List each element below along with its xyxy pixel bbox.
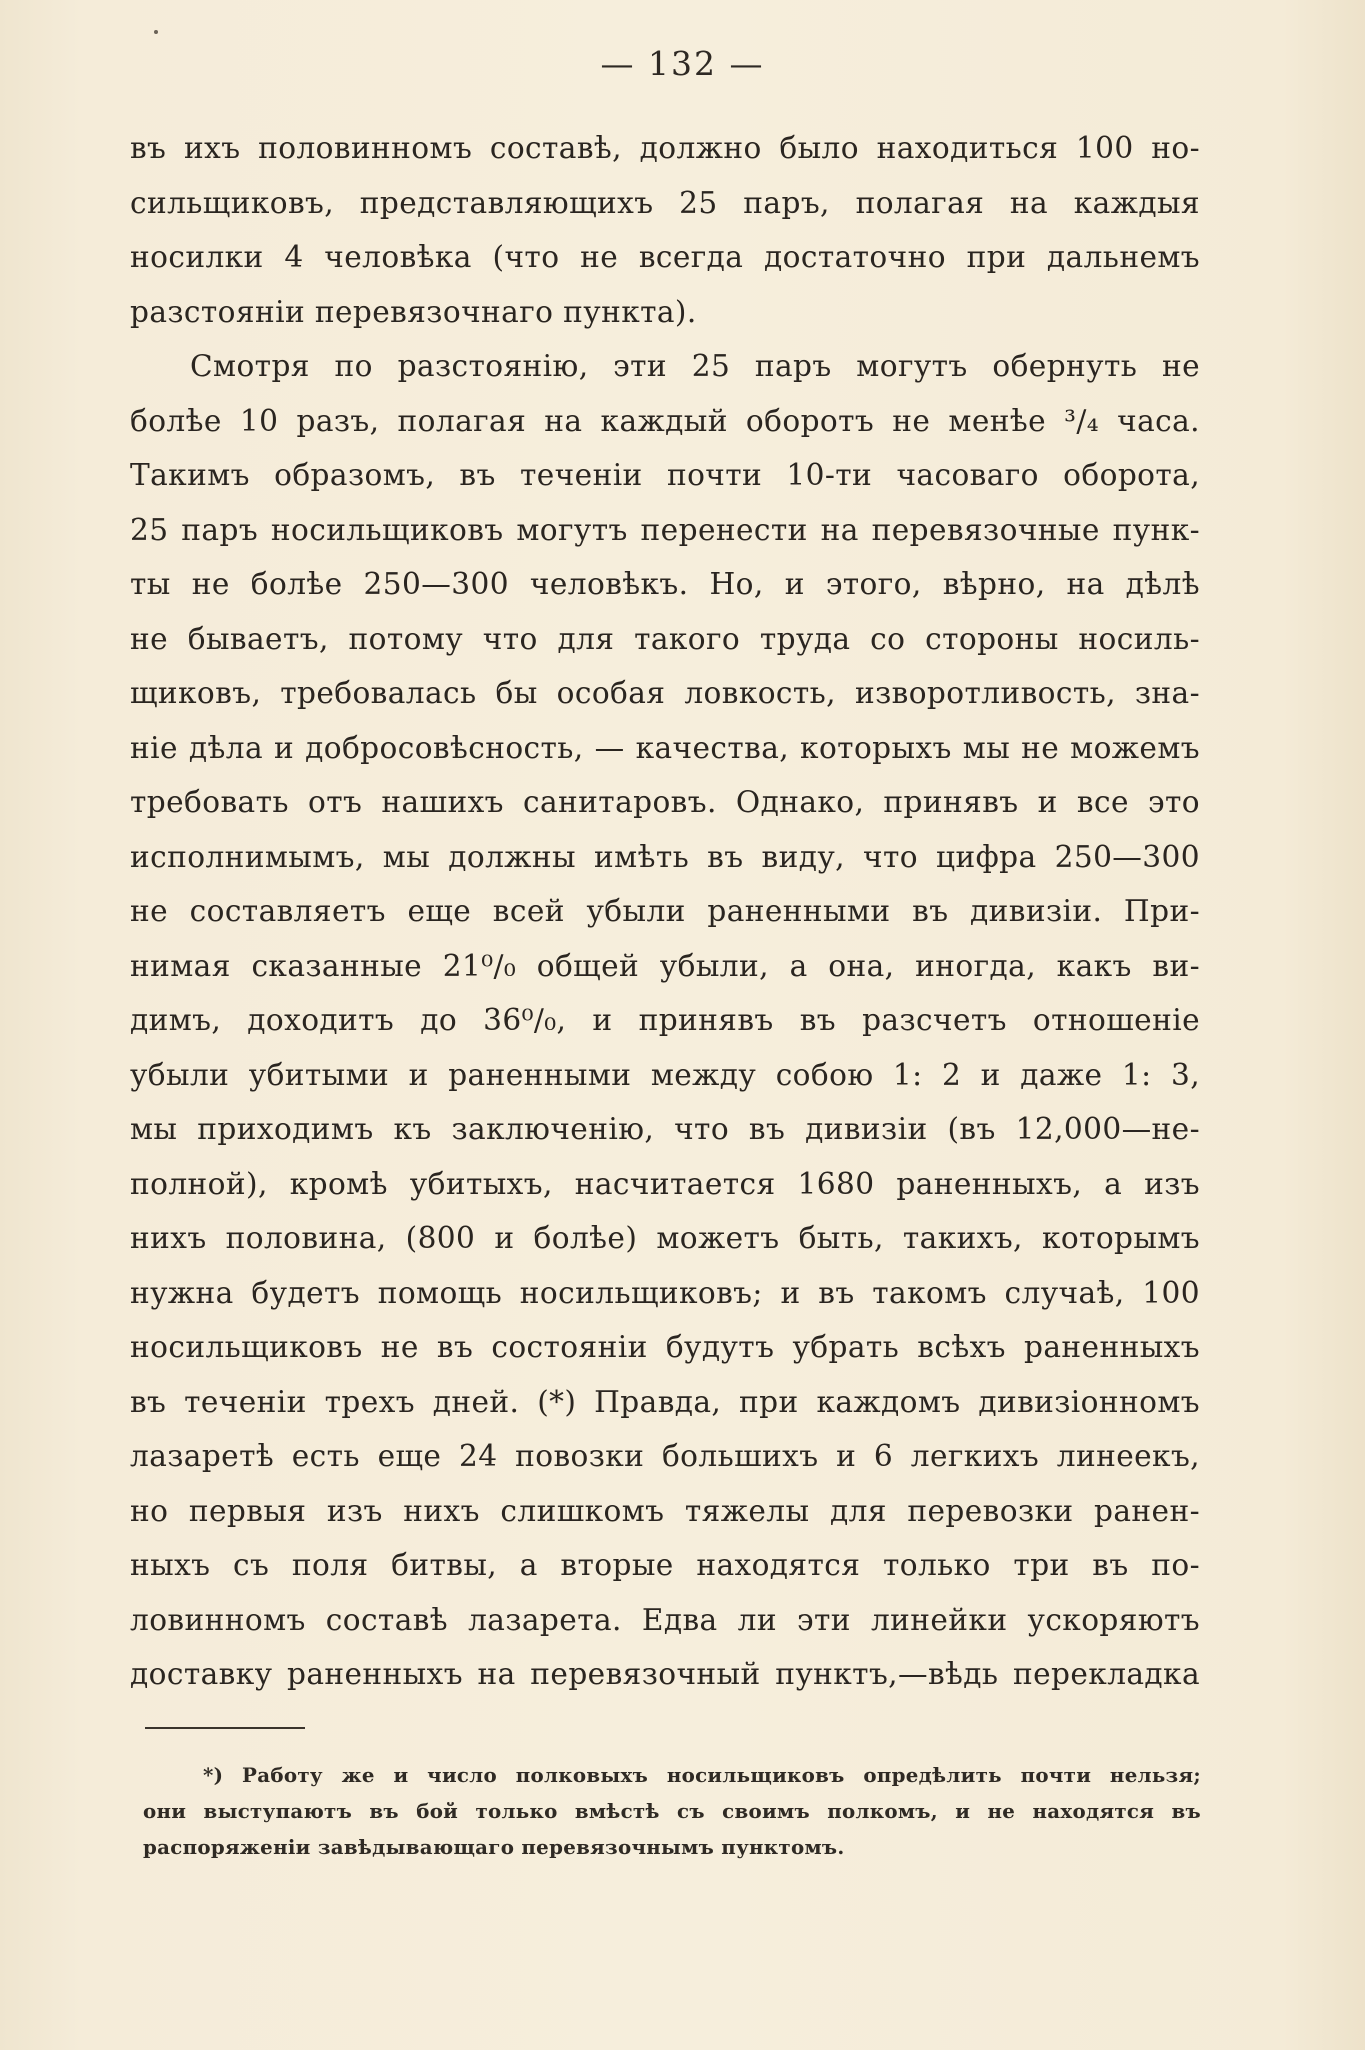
- text-line: носильщиковъ не въ состояніи будутъ убрать всѣхъ раненныхъ: [130, 1330, 1200, 1364]
- text-line: ты не болѣе 250—300 человѣкъ. Но, и этого, вѣрно, на дѣлѣ: [130, 567, 1200, 601]
- page-number: — 132 —: [600, 44, 765, 83]
- text-line: не составляетъ еще всей убыли раненными въ дивизіи. При-: [130, 894, 1200, 928]
- text-line: разстояніи перевязочнаго пункта).: [130, 294, 697, 329]
- text-line: требовать отъ нашихъ санитаровъ. Однако, принявъ и все это: [130, 785, 1200, 819]
- text-line: мы приходимъ къ заключенію, что въ дивизіи (въ 12,000—не-: [130, 1112, 1200, 1146]
- text-line: Такимъ образомъ, въ теченіи почти 10-ти часоваго оборота,: [130, 458, 1200, 492]
- body-text: [130, 121, 1200, 1702]
- text-line: но первыя изъ нихъ слишкомъ тяжелы для перевозки ранен-: [130, 1493, 1200, 1528]
- footnote-line: они выступаютъ въ бой только вмѣстѣ съ своимъ полкомъ, и не находятся въ: [143, 1799, 1201, 1823]
- text-line: ніе дѣла и добросовѣсность, — качества, которыхъ мы не можемъ: [130, 730, 1200, 765]
- text-line: носилки 4 человѣка (что не всегда достаточно при дальнемъ: [130, 240, 1200, 274]
- footnote-line: распоряженіи завѣдывающаго перевязочнымъ пунктомъ.: [143, 1835, 845, 1859]
- text-line: нимая сказанные 21⁰/₀ общей убыли, а она, иногда, какъ ви-: [130, 948, 1200, 983]
- text-line: нихъ половина, (800 и болѣе) можетъ быть, такихъ, которымъ: [130, 1221, 1200, 1255]
- text-line: исполнимымъ, мы должны имѣть въ виду, что цифра 250—300: [130, 839, 1200, 874]
- text-line: убыли убитыми и раненными между собою 1: 2 и даже 1: 3,: [130, 1057, 1200, 1092]
- text-line: въ теченіи трехъ дней. (*) Правда, при каждомъ дивизіонномъ: [130, 1384, 1200, 1419]
- text-line: полной), кромѣ убитыхъ, насчитается 1680 раненныхъ, а изъ: [130, 1166, 1200, 1201]
- footnote-divider: [145, 1727, 305, 1729]
- paper-speck: [154, 30, 158, 34]
- text-line: лазаретѣ есть еще 24 повозки большихъ и 6 легкихъ линеекъ,: [130, 1439, 1200, 1473]
- text-line: въ ихъ половинномъ составѣ, должно было находиться 100 но-: [130, 131, 1200, 165]
- text-line: доставку раненныхъ на перевязочный пунктъ,—вѣдь перекладка: [130, 1657, 1200, 1691]
- text-line: щиковъ, требовалась бы особая ловкость, изворотливость, зна-: [130, 676, 1200, 710]
- footnote-line: *) Работу же и число полковыхъ носильщиковъ опредѣлить почти нельзя;: [203, 1763, 1201, 1787]
- text-line: болѣе 10 разъ, полагая на каждый оборотъ не менѣе ³/₄ часа.: [130, 403, 1200, 438]
- text-line: ныхъ съ поля битвы, а вторые находятся только три въ по-: [130, 1548, 1200, 1582]
- paragraph-first-line: Смотря по разстоянію, эти 25 паръ могутъ обернуть не: [190, 349, 1200, 383]
- text-line: ловинномъ составѣ лазарета. Едва ли эти линейки ускоряютъ: [130, 1602, 1200, 1637]
- text-line: сильщиковъ, представляющихъ 25 паръ, полагая на каждыя: [130, 185, 1200, 220]
- text-line: димъ, доходитъ до 36⁰/₀, и принявъ въ разсчетъ отношеніе: [130, 1003, 1200, 1037]
- text-line: нужна будетъ помощь носильщиковъ; и въ такомъ случаѣ, 100: [130, 1275, 1200, 1310]
- footnote: [143, 1757, 1201, 1865]
- text-line: не бываетъ, потому что для такого труда со стороны носиль-: [130, 621, 1200, 656]
- text-line: 25 паръ носильщиковъ могутъ перенести на перевязочные пунк-: [130, 512, 1200, 547]
